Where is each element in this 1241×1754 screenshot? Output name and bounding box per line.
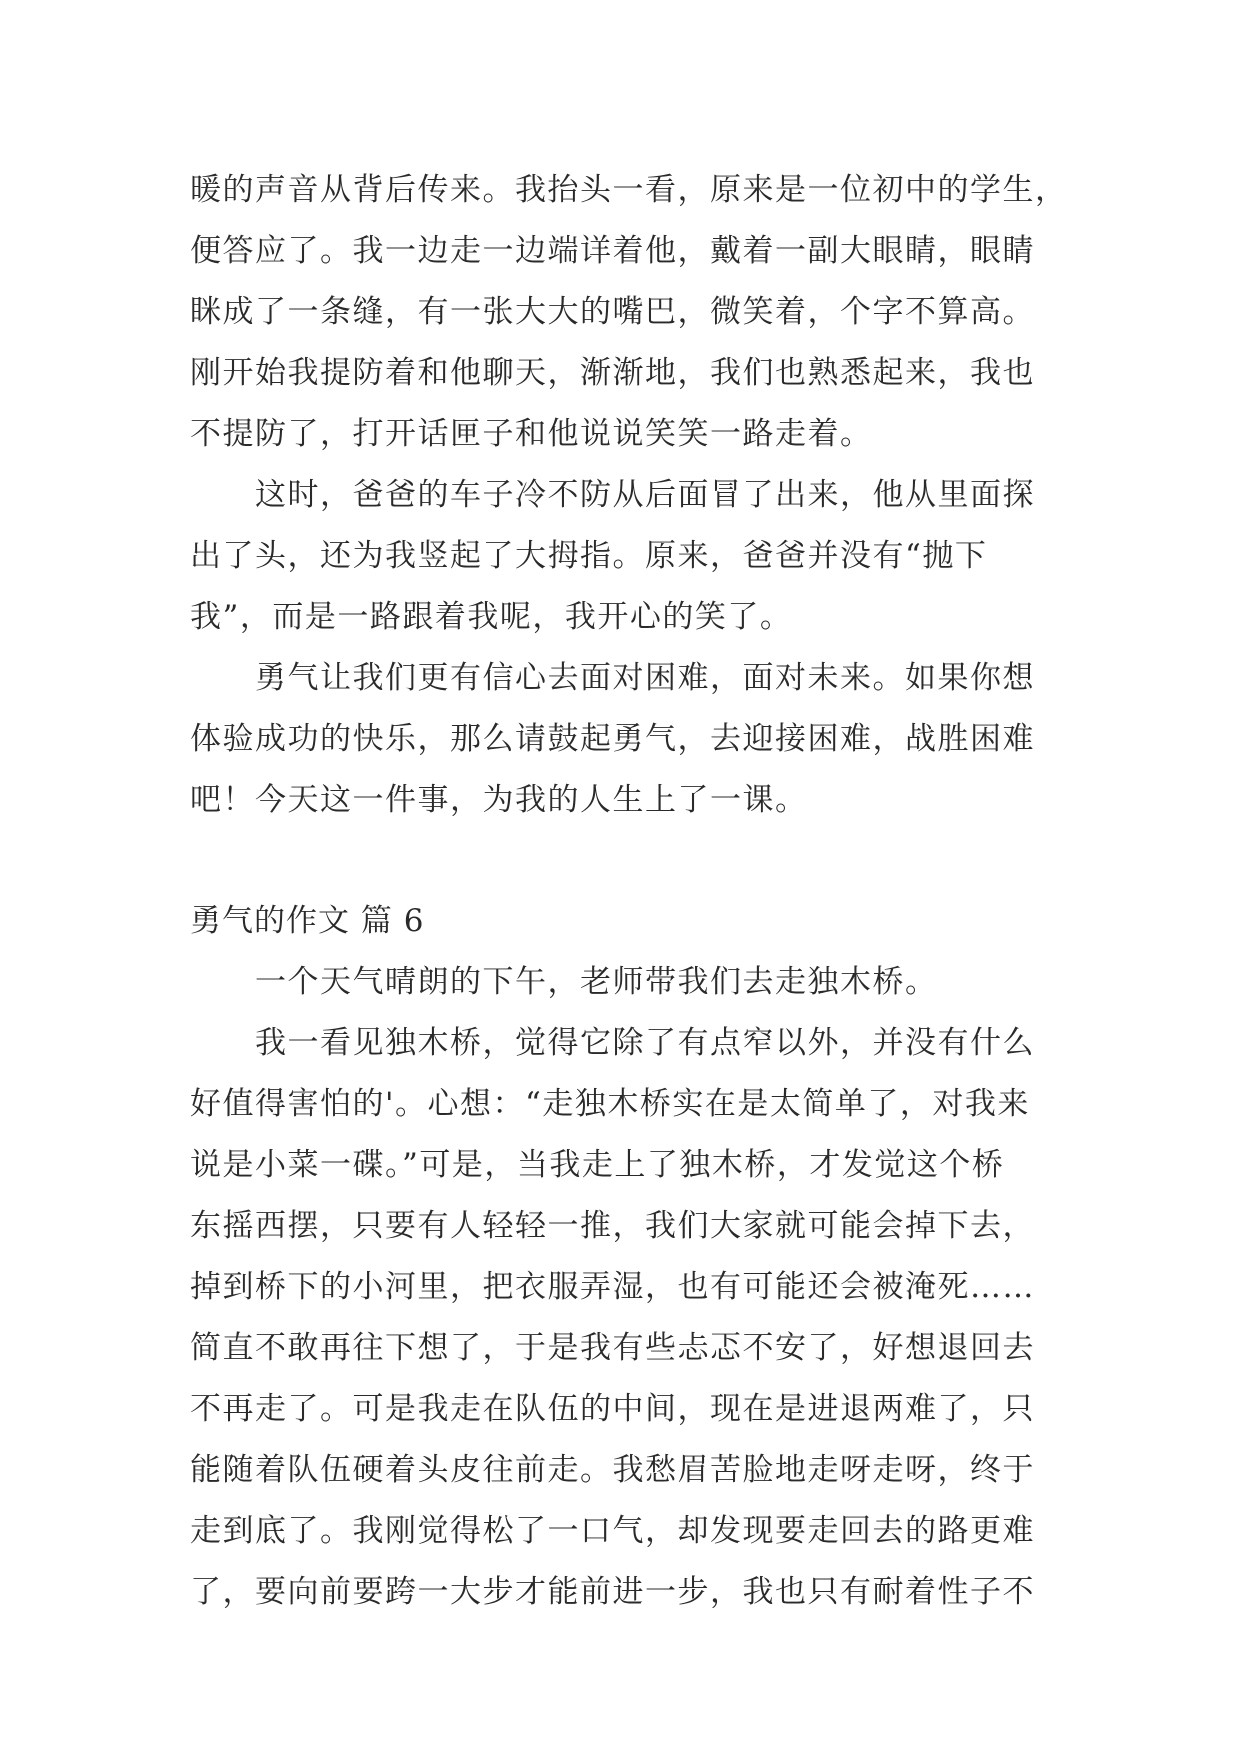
section-spacer <box>190 831 1070 891</box>
text-line: 说是小菜一碟。”可是，当我走上了独木桥，才发觉这个桥 <box>190 1147 1005 1183</box>
text-line: 了，要向前要跨一大步才能前进一步，我也只有耐着性子不 <box>190 1574 1035 1610</box>
document-body <box>190 160 1070 1623</box>
text-line: 一个天气晴朗的下午，老师带我们去走独木桥。 <box>190 964 938 1000</box>
text-line: 走到底了。我刚觉得松了一口气，却发现要走回去的路更难 <box>190 1513 1035 1549</box>
text-line: 体验成功的快乐，那么请鼓起勇气，去迎接困难，战胜困难 <box>190 721 1035 757</box>
text-line: 勇气让我们更有信心去面对困难，面对未来。如果你想 <box>190 660 1035 696</box>
text-line: 吧！今天这一件事，为我的人生上了一课。 <box>190 782 808 818</box>
text-line: 我一看见独木桥，觉得它除了有点窄以外，并没有什么 <box>190 1025 1035 1061</box>
text-line: 能随着队伍硬着头皮往前走。我愁眉苦脸地走呀走呀，终于 <box>190 1452 1035 1488</box>
text-line: 眯成了一条缝，有一张大大的嘴巴，微笑着，个字不算高。 <box>190 294 1035 330</box>
text-line: 这时，爸爸的车子冷不防从后面冒了出来，他从里面探 <box>190 477 1035 513</box>
text-line: 简直不敢再往下想了，于是我有些忐忑不安了，好想退回去 <box>190 1330 1035 1366</box>
section-heading: 勇气的作文 篇 6 <box>190 903 425 939</box>
text-line: 刚开始我提防着和他聊天，渐渐地，我们也熟悉起来，我也 <box>190 355 1035 391</box>
text-line: 便答应了。我一边走一边端详着他，戴着一副大眼睛，眼睛 <box>190 233 1035 269</box>
text-line: 不再走了。可是我走在队伍的中间，现在是进退两难了，只 <box>190 1391 1035 1427</box>
text-line: 我”，而是一路跟着我呢，我开心的笑了。 <box>190 599 793 635</box>
text-line: 不提防了，打开话匣子和他说说笑笑一路走着。 <box>190 416 873 452</box>
text-line: 东摇西摆，只要有人轻轻一推，我们大家就可能会掉下去， <box>190 1208 1035 1244</box>
text-line: 好值得害怕的'。心想：“走独木桥实在是太简单了，对我来 <box>190 1086 1030 1122</box>
text-line: 暖的声音从背后传来。我抬头一看，原来是一位初中的学生， <box>190 172 1068 208</box>
text-line: 出了头，还为我竖起了大拇指。原来，爸爸并没有“抛下 <box>190 538 988 574</box>
essay-part-1 <box>190 160 1070 831</box>
essay-part-2 <box>190 952 1070 1623</box>
text-line: 掉到桥下的小河里，把衣服弄湿，也有可能还会被淹死…… <box>190 1269 1035 1305</box>
